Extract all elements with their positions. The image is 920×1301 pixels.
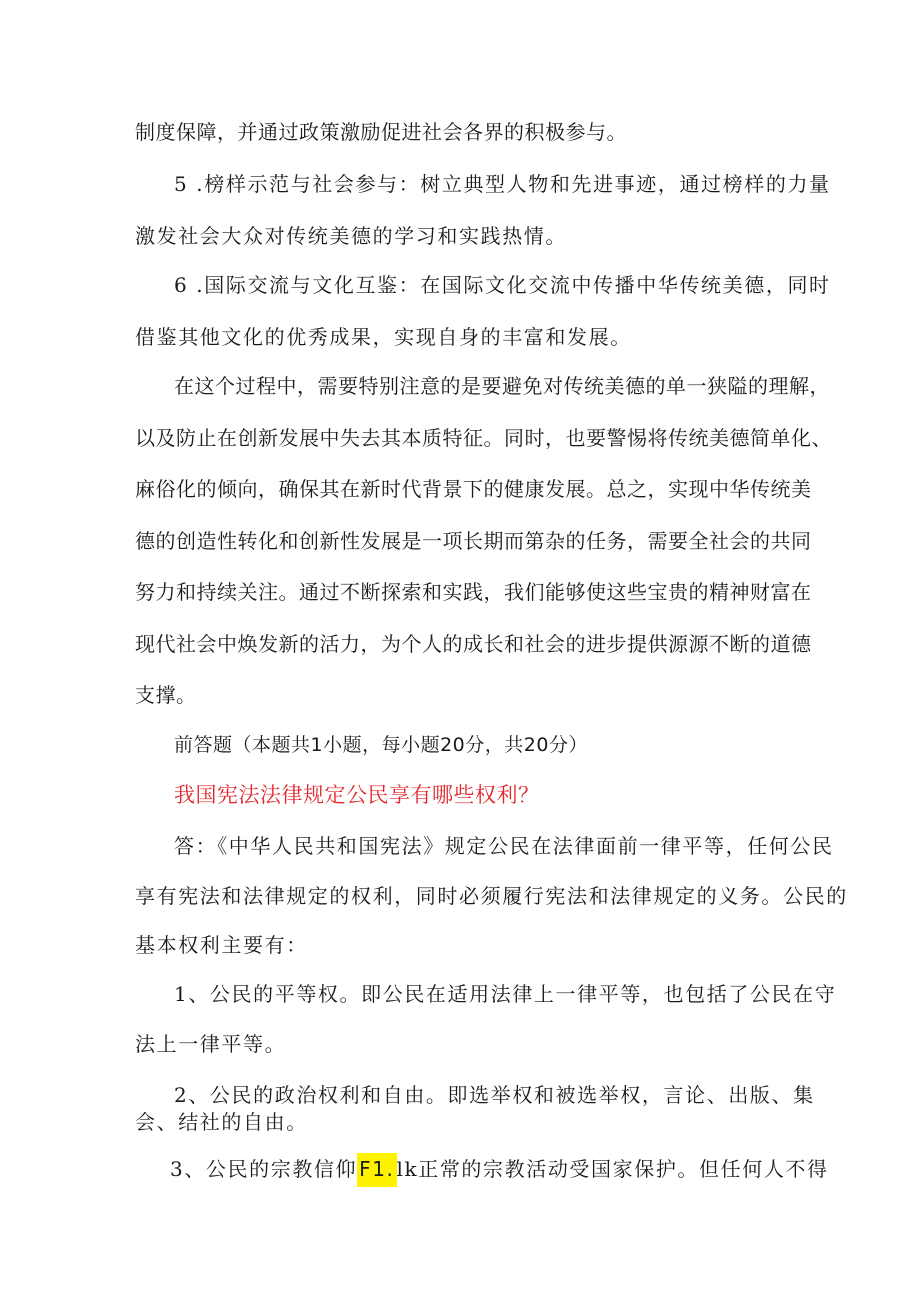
conclusion-line5: 努力和持续关注。通过不断探索和实践，我们能够使这些宝贵的精神财富在 [135, 580, 812, 604]
right-3-text-after: lk正常的宗教活动受国家保护。但任何人不得 [396, 1157, 829, 1181]
right-3-text-before: 3、公民的宗教信仰 [170, 1157, 358, 1181]
right-3-line1 [170, 1157, 829, 1181]
list-item-5-line2: 激发社会大众对传统美德的学习和实践热情。 [135, 224, 567, 248]
conclusion-line2: 以及防止在创新发展中失去其本质特征。同时，也要警惕将传统美德简单化、 [135, 426, 832, 450]
answer-line3: 基本权利主要有： [135, 933, 308, 957]
right-1-line1: 1、公民的平等权。即公民在适用法律上一律平等，也包括了公民在守 [174, 982, 837, 1006]
list-item-6-line2: 借鉴其他文化的优秀成果，实现自身的丰富和发展。 [135, 325, 632, 349]
conclusion-line1: 在这个过程中，需要特别注意的是要避免对传统美德的单一狭隘的理解， [174, 374, 830, 398]
section-heading: 前答题（本题共1小题，每小题20分，共20分） [174, 734, 588, 756]
list-item-5-line1: 5 .榜样示范与社会参与：树立典型人物和先进事迹，通过榜样的力量 [174, 172, 831, 196]
right-1-line2: 法上一律平等。 [135, 1032, 287, 1056]
question-title: 我国宪法法律规定公民享有哪些权利？ [174, 783, 540, 807]
paragraph-line: 制度保障，并通过政策激励促进社会各界的积极参与。 [135, 120, 627, 144]
answer-line2: 享有宪法和法律规定的权利，同时必须履行宪法和法律规定的义务。公民的 [135, 884, 848, 908]
highlighted-text: F1. [357, 1153, 396, 1187]
conclusion-line3: 麻俗化的倾向，确保其在新时代背景下的健康发展。总之，实现中华传统美 [135, 477, 812, 501]
right-2-line1: 2、公民的政治权利和自由。即选举权和被选举权，言论、出版、集 [174, 1083, 815, 1107]
list-item-6-line1: 6 .国际交流与文化互鉴：在国际文化交流中传播中华传统美德，同时 [174, 273, 831, 297]
conclusion-line4: 德的创造性转化和创新性发展是一项长期而第杂的任务，需要全社会的共同 [135, 529, 812, 553]
conclusion-line6: 现代社会中焕发新的活力，为个人的成长和社会的进步提供源源不断的道德 [135, 632, 812, 656]
answer-line1: 答：《中华人民共和国宪法》规定公民在法律面前一律平等，任何公民 [174, 834, 834, 858]
conclusion-line7: 支撑。 [135, 683, 197, 707]
right-2-line2: 会、结社的自由。 [135, 1110, 308, 1134]
